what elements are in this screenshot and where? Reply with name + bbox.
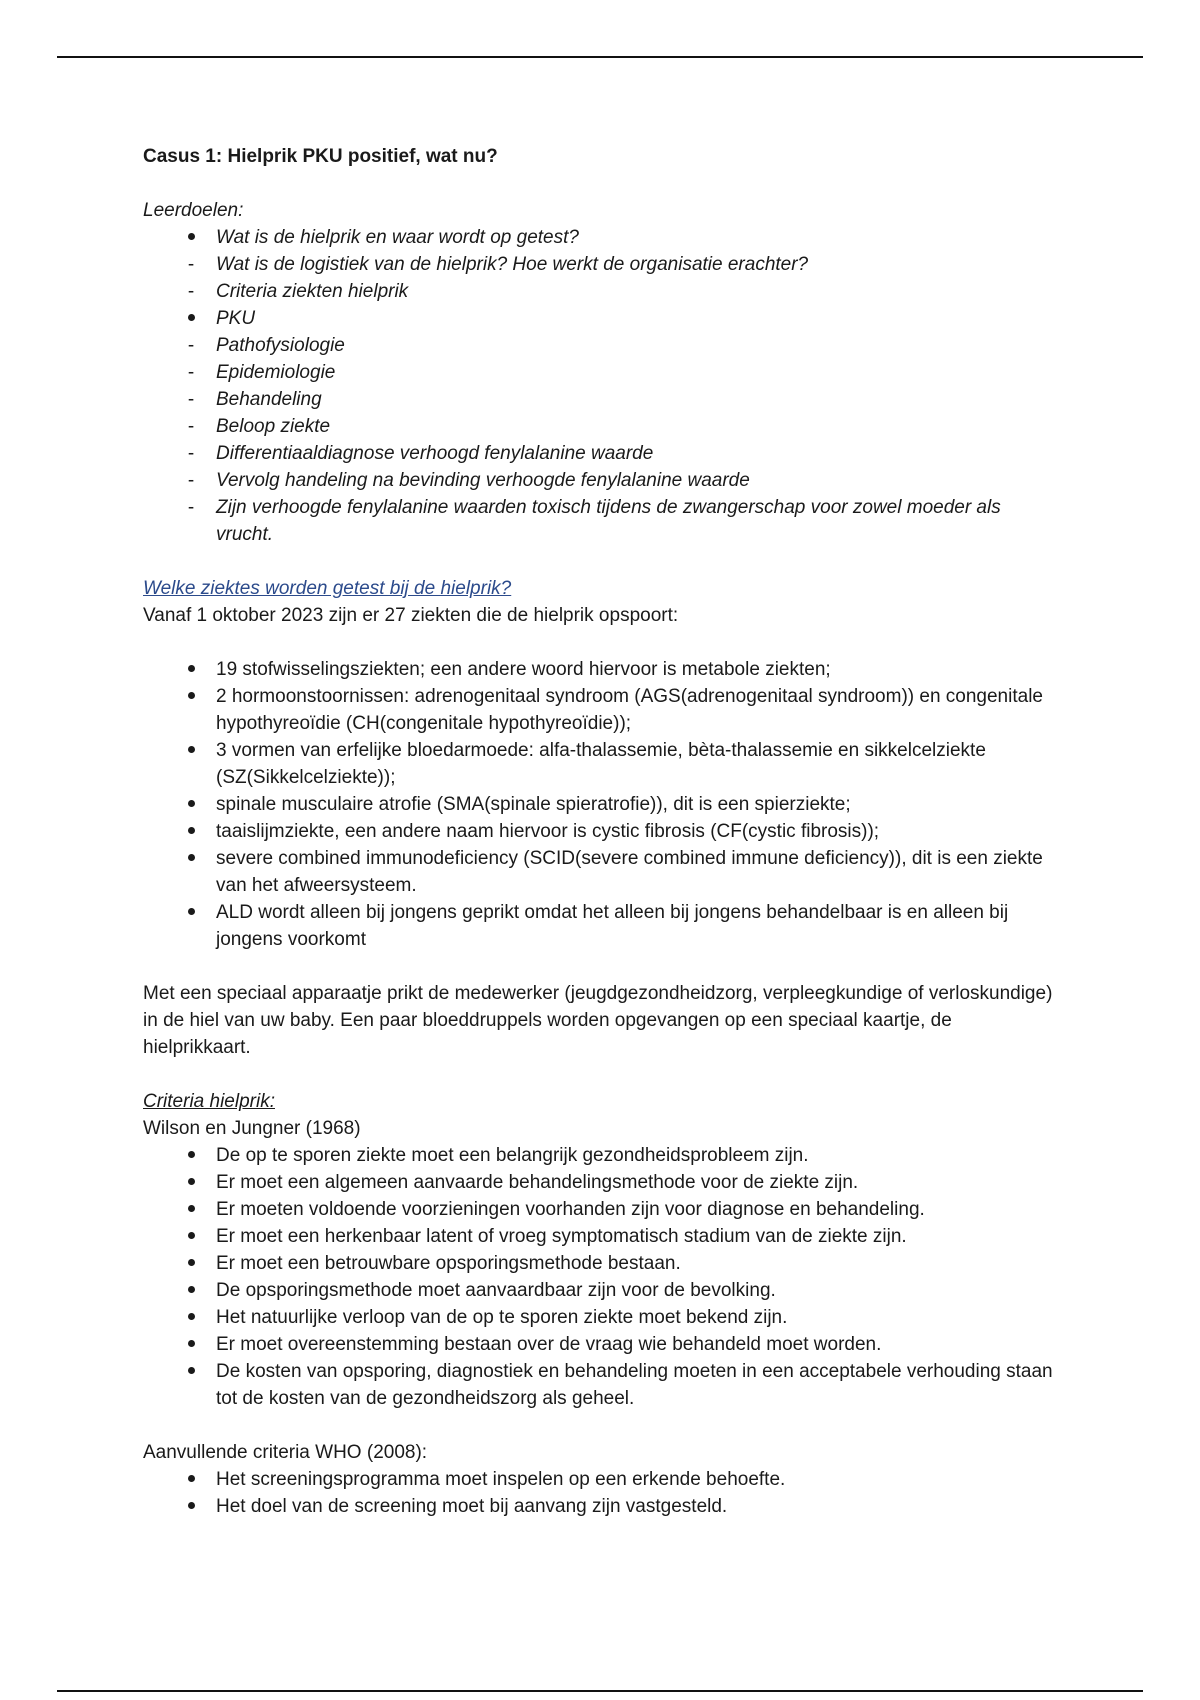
list-item-text: De opsporingsmethode moet aanvaardbaar zijn voor de bevolking. bbox=[216, 1280, 776, 1301]
list-item bbox=[143, 224, 1063, 251]
ziektes-list bbox=[143, 656, 1063, 953]
list-item-text: Er moet een betrouwbare opsporingsmethode bestaan. bbox=[216, 1253, 681, 1274]
list-item-text: 2 hormoonstoornissen: adrenogenitaal syndroom (AGS(adrenogenitaal syndroom)) en congenitale hypothyreoïdie (CH(congenitale hypothyreoïdie)); bbox=[216, 686, 1043, 734]
list-item bbox=[143, 1358, 1063, 1412]
bullet-icon bbox=[181, 1277, 201, 1304]
dash-marker: - bbox=[187, 254, 195, 275]
bullet-icon bbox=[181, 791, 201, 818]
list-item bbox=[143, 305, 1063, 332]
list-item-text: PKU bbox=[216, 308, 256, 329]
list-item bbox=[143, 1250, 1063, 1277]
header-rule bbox=[57, 56, 1143, 58]
list-item-text: 19 stofwisselingsziekten; een andere woord hiervoor is metabole ziekten; bbox=[216, 659, 831, 680]
list-item-text: ALD wordt alleen bij jongens geprikt omdat het alleen bij jongens behandelbaar is en alleen bij jongens voorkomt bbox=[216, 902, 1009, 950]
dash-marker: - bbox=[187, 443, 195, 464]
bullet-icon bbox=[181, 1142, 201, 1169]
bullet-icon bbox=[181, 1196, 201, 1223]
list-item bbox=[143, 1142, 1063, 1169]
criteria-source: Wilson en Jungner (1968) bbox=[143, 1118, 361, 1139]
list-item bbox=[143, 818, 1063, 845]
footer-rule bbox=[57, 1690, 1143, 1692]
bullet-icon bbox=[181, 818, 201, 845]
bullet-icon bbox=[181, 683, 201, 710]
bullet-icon bbox=[181, 1331, 201, 1358]
list-item-text: Er moet overeenstemming bestaan over de vraag wie behandeld moet worden. bbox=[216, 1334, 882, 1355]
list-item bbox=[143, 413, 1063, 440]
dash-marker: - bbox=[187, 281, 195, 302]
list-item-text: Er moeten voldoende voorzieningen voorhanden zijn voor diagnose en behandeling. bbox=[216, 1199, 925, 1220]
list-item bbox=[143, 899, 1063, 953]
dash-marker: - bbox=[187, 335, 195, 356]
list-item-text: Er moet een herkenbaar latent of vroeg symptomatisch stadium van de ziekte zijn. bbox=[216, 1226, 907, 1247]
list-item-text: De op te sporen ziekte moet een belangrijk gezondheidsprobleem zijn. bbox=[216, 1145, 809, 1166]
list-item bbox=[143, 1304, 1063, 1331]
list-item bbox=[143, 656, 1063, 683]
who-heading: Aanvullende criteria WHO (2008): bbox=[143, 1442, 428, 1463]
list-item bbox=[143, 332, 1063, 359]
criteria-list bbox=[143, 1142, 1063, 1412]
list-item bbox=[143, 737, 1063, 791]
document-body bbox=[143, 143, 1063, 1520]
list-item bbox=[143, 1169, 1063, 1196]
bullet-icon bbox=[181, 656, 201, 683]
list-item-text: Vervolg handeling na bevinding verhoogde fenylalanine waarde bbox=[216, 470, 750, 491]
bullet-icon bbox=[181, 845, 201, 872]
dash-marker: - bbox=[187, 470, 195, 491]
list-item-text: Behandeling bbox=[216, 389, 322, 410]
bullet-icon bbox=[181, 305, 201, 332]
list-item bbox=[143, 1196, 1063, 1223]
list-item-text: Pathofysiologie bbox=[216, 335, 345, 356]
list-item-text: De kosten van opsporing, diagnostiek en behandeling moeten in een acceptabele verhouding staan tot de kosten van de gezondheidszorg als geheel. bbox=[216, 1361, 1053, 1409]
list-item bbox=[143, 251, 1063, 278]
list-item-text: Wat is de hielprik en waar wordt op getest? bbox=[216, 227, 579, 248]
bullet-icon bbox=[181, 1466, 201, 1493]
dash-marker: - bbox=[187, 416, 195, 437]
who-list bbox=[143, 1466, 1063, 1520]
list-item-text: Het doel van de screening moet bij aanvang zijn vastgesteld. bbox=[216, 1496, 728, 1517]
list-item-text: spinale musculaire atrofie (SMA(spinale spieratrofie)), dit is een spierziekte; bbox=[216, 794, 851, 815]
list-item-text: taaislijmziekte, een andere naam hiervoor is cystic fibrosis (CF(cystic fibrosis)); bbox=[216, 821, 880, 842]
list-item bbox=[143, 791, 1063, 818]
dash-marker: - bbox=[187, 362, 195, 383]
leerdoelen-heading: Leerdoelen: bbox=[143, 200, 244, 221]
ziektes-paragraph: Met een speciaal apparaatje prikt de medewerker (jeugdgezondheidzorg, verpleegkundige of verloskundige) in de hiel van uw baby. Een paar bloeddruppels worden opgevangen op een speciaal kaartje, de hielprikkaart. bbox=[143, 983, 1053, 1058]
bullet-icon bbox=[181, 1304, 201, 1331]
list-item-text: severe combined immunodeficiency (SCID(severe combined immune deficiency)), dit is een ziekte van het afweersysteem. bbox=[216, 848, 1043, 896]
list-item-text: Epidemiologie bbox=[216, 362, 336, 383]
list-item-text: Beloop ziekte bbox=[216, 416, 331, 437]
bullet-icon bbox=[181, 1358, 201, 1385]
bullet-icon bbox=[181, 1493, 201, 1520]
bullet-icon bbox=[181, 899, 201, 926]
leerdoelen-list bbox=[143, 224, 1063, 548]
bullet-icon bbox=[181, 1250, 201, 1277]
list-item bbox=[143, 494, 1063, 548]
list-item-text: Het screeningsprogramma moet inspelen op een erkende behoefte. bbox=[216, 1469, 786, 1490]
dash-marker: - bbox=[187, 497, 195, 518]
bullet-icon bbox=[181, 1223, 201, 1250]
list-item bbox=[143, 1331, 1063, 1358]
list-item bbox=[143, 440, 1063, 467]
dash-marker: - bbox=[187, 389, 195, 410]
list-item bbox=[143, 683, 1063, 737]
list-item bbox=[143, 278, 1063, 305]
list-item bbox=[143, 1223, 1063, 1250]
list-item-text: Er moet een algemeen aanvaarde behandelingsmethode voor de ziekte zijn. bbox=[216, 1172, 859, 1193]
list-item-text: Het natuurlijke verloop van de op te sporen ziekte moet bekend zijn. bbox=[216, 1307, 788, 1328]
list-item bbox=[143, 1466, 1063, 1493]
bullet-icon bbox=[181, 737, 201, 764]
list-item bbox=[143, 386, 1063, 413]
list-item bbox=[143, 1493, 1063, 1520]
list-item-text: Criteria ziekten hielprik bbox=[216, 281, 409, 302]
criteria-heading: Criteria hielprik: bbox=[143, 1091, 275, 1112]
ziektes-intro: Vanaf 1 oktober 2023 zijn er 27 ziekten die de hielprik opspoort: bbox=[143, 605, 679, 626]
bullet-icon bbox=[181, 1169, 201, 1196]
list-item bbox=[143, 359, 1063, 386]
bullet-icon bbox=[181, 224, 201, 251]
ziektes-heading[interactable]: Welke ziektes worden getest bij de hielprik? bbox=[143, 578, 512, 599]
list-item bbox=[143, 845, 1063, 899]
list-item bbox=[143, 1277, 1063, 1304]
list-item-text: 3 vormen van erfelijke bloedarmoede: alfa-thalassemie, bèta-thalassemie en sikkelcelziekte (SZ(Sikkelcelziekte)); bbox=[216, 740, 986, 788]
list-item-text: Wat is de logistiek van de hielprik? Hoe werkt de organisatie erachter? bbox=[216, 254, 809, 275]
list-item-text: Zijn verhoogde fenylalanine waarden toxisch tijdens de zwangerschap voor zowel moeder als vrucht. bbox=[216, 497, 1001, 545]
list-item-text: Differentiaaldiagnose verhoogd fenylalanine waarde bbox=[216, 443, 654, 464]
list-item bbox=[143, 467, 1063, 494]
document-title: Casus 1: Hielprik PKU positief, wat nu? bbox=[143, 146, 498, 167]
